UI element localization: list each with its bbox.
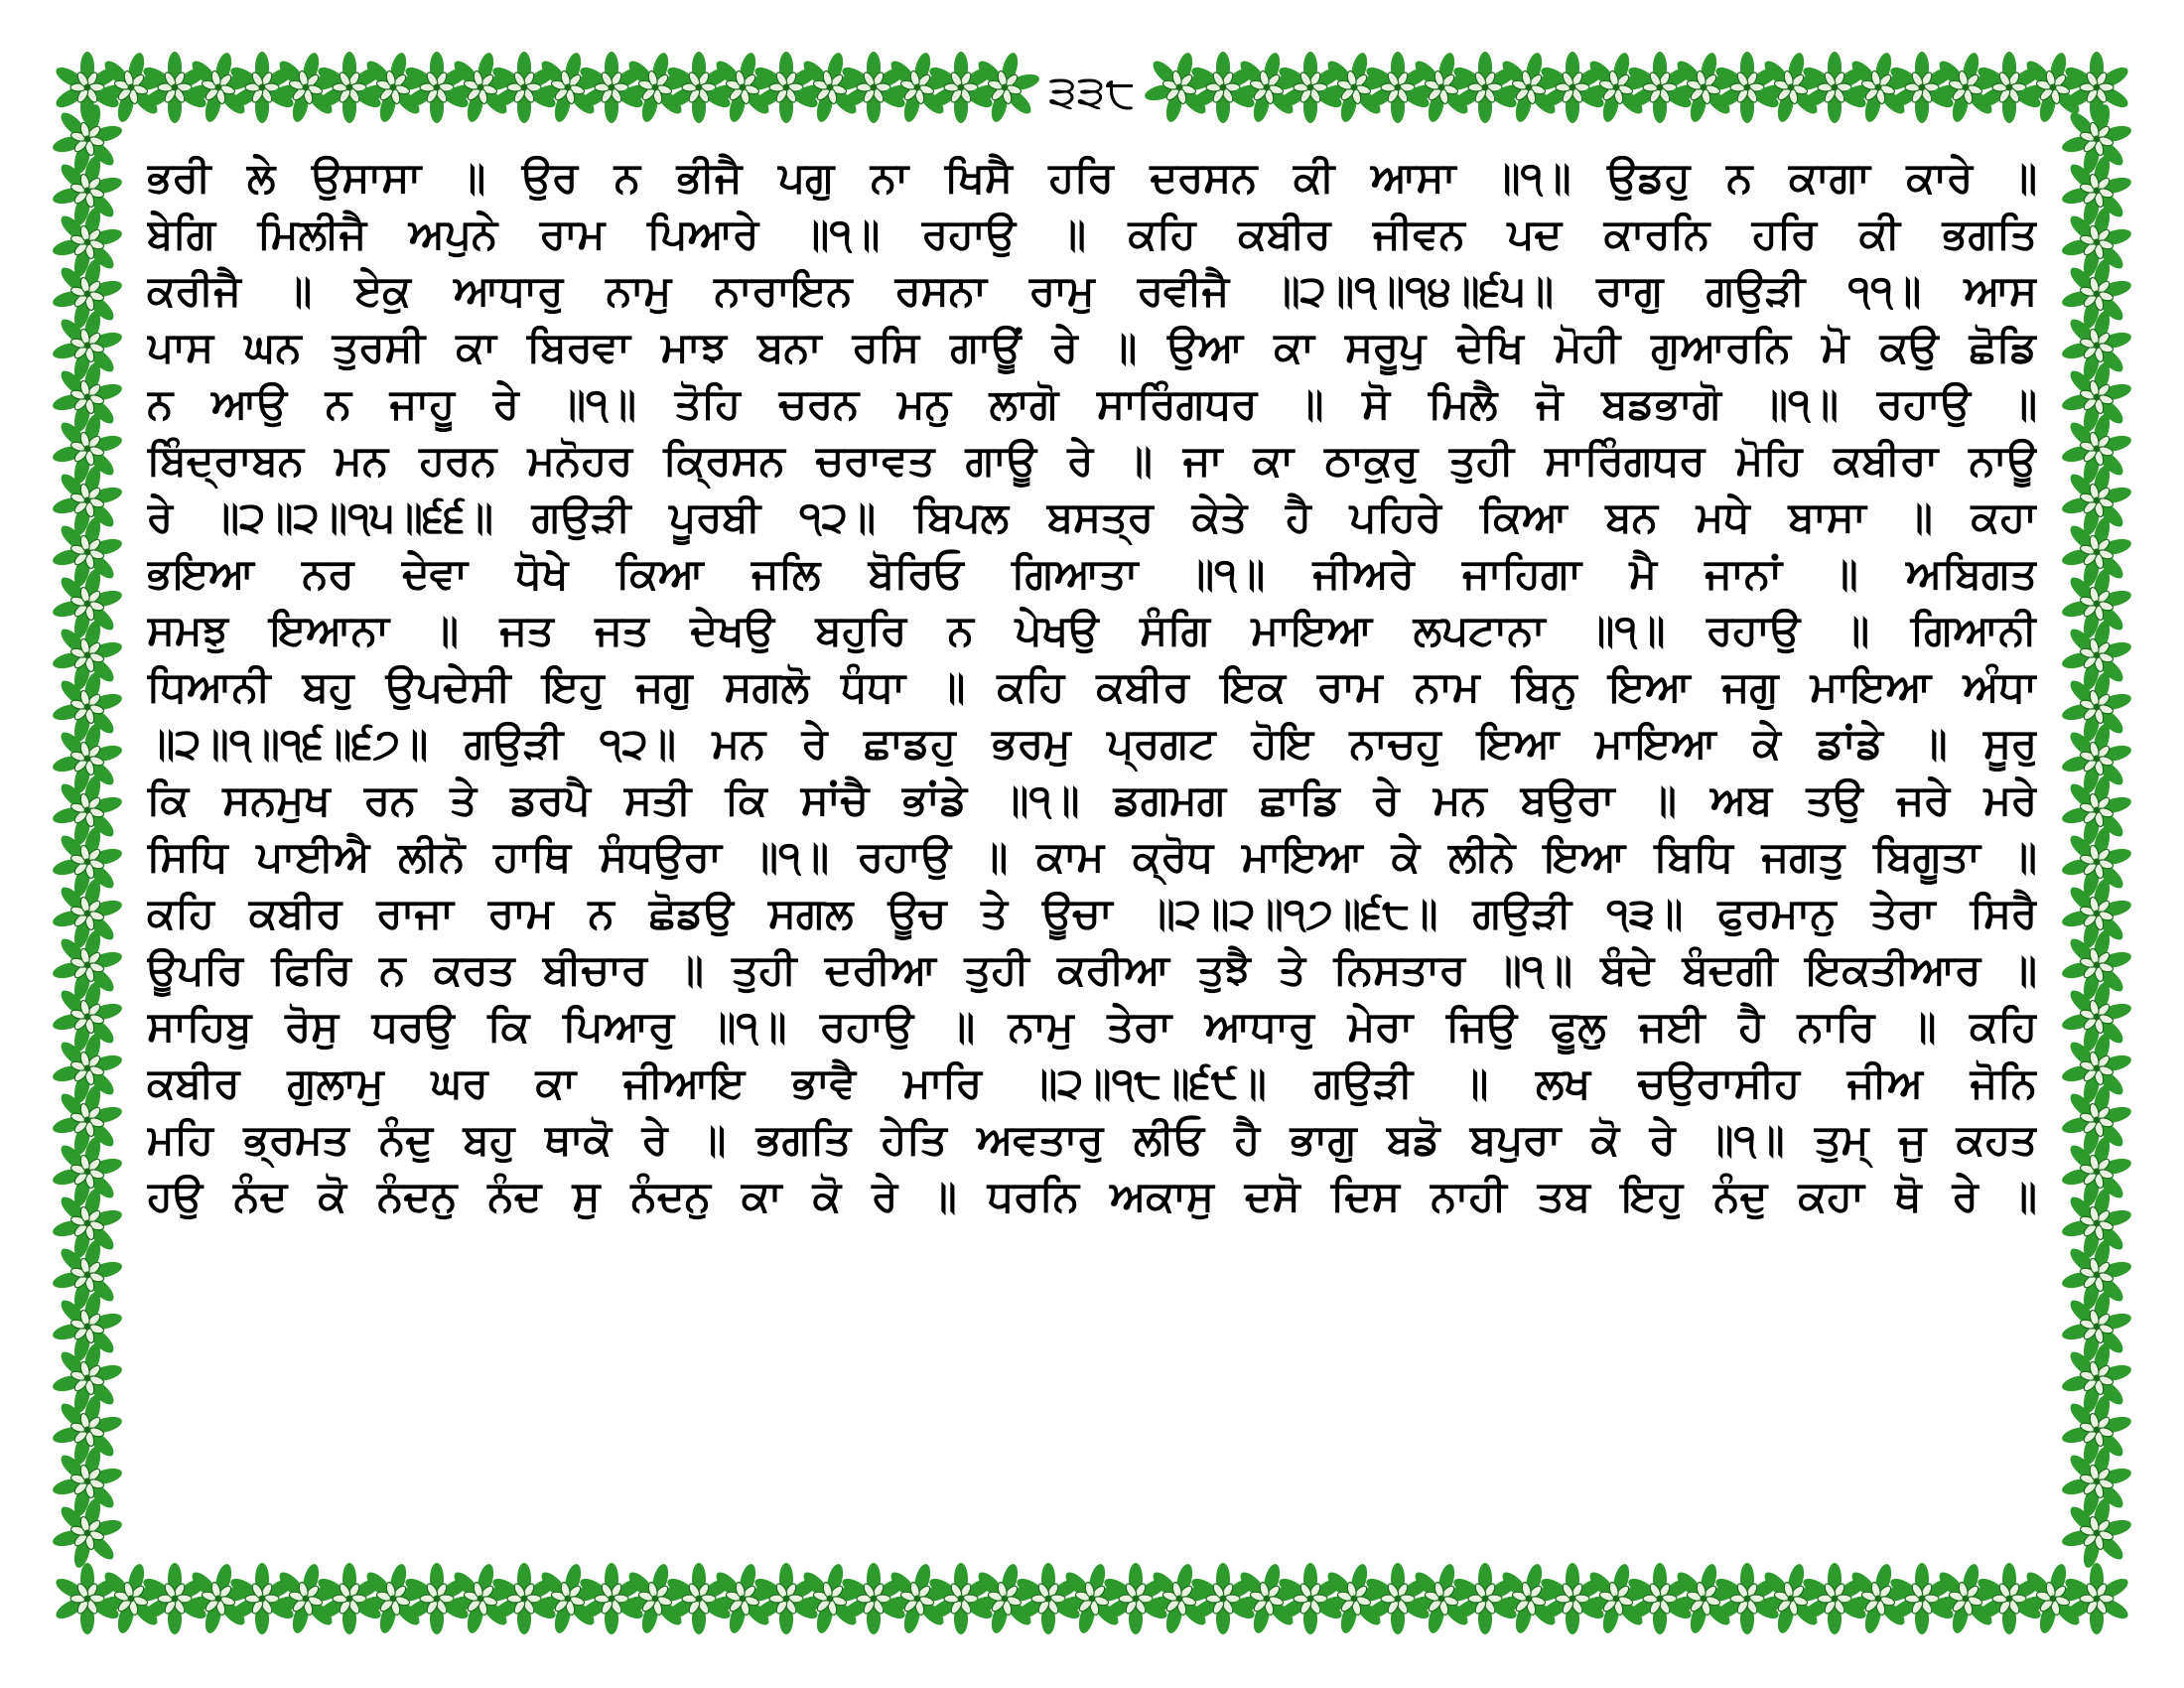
- text-line: ਸਿਧਿ ਪਾਈਐ ਲੀਨੋ ਹਾਥਿ ਸੰਧਉਰਾ ॥੧॥ ਰਹਾਉ ॥ ਕਾਮ ਕ੍ਰੋਧ ਮਾਇਆ ਕੇ ਲੀਨੇ ਇਆ ਬਿਧਿ ਜਗਤੁ ਬਿਗੂਤਾ ॥: [147, 832, 2037, 881]
- text-line: ਰੇ ॥੨॥੨॥੧੫॥੬੬॥ ਗਉੜੀ ਪੂਰਬੀ ੧੨॥ ਬਿਪਲ ਬਸਤ੍ਰ ਕੇਤੇ ਹੈ ਪਹਿਰੇ ਕਿਆ ਬਨ ਮਧੇ ਬਾਸਾ ॥ ਕਹਾ: [147, 492, 2037, 541]
- text-line: ਭਇਆ ਨਰ ਦੇਵਾ ਧੋਖੇ ਕਿਆ ਜਲਿ ਬੋਰਿਓ ਗਿਆਤਾ ॥੧॥ ਜੀਅਰੇ ਜਾਹਿਗਾ ਮੈ ਜਾਨਾਂ ॥ ਅਬਿਗਤ: [147, 549, 2037, 598]
- scripture-text: [147, 149, 2037, 1529]
- text-line: ਊਪਰਿ ਫਿਰਿ ਨ ਕਰਤ ਬੀਚਾਰ ॥ ਤੁਹੀ ਦਰੀਆ ਤੁਹੀ ਕਰੀਆ ਤੁਝੈ ਤੇ ਨਿਸਤਾਰ ॥੧॥ ਬੰਦੇ ਬੰਦਗੀ ਇਕਤੀਆਰ ॥: [147, 945, 2037, 994]
- text-line: ॥੨॥੧॥੧੬॥੬੭॥ ਗਉੜੀ ੧੨॥ ਮਨ ਰੇ ਛਾਡਹੁ ਭਰਮੁ ਪ੍ਰਗਟ ਹੋਇ ਨਾਚਹੁ ਇਆ ਮਾਇਆ ਕੇ ਡਾਂਡੇ ॥ ਸੂਰੁ: [147, 719, 2037, 768]
- text-line: ਕਬੀਰ ਗੁਲਾਮੁ ਘਰ ਕਾ ਜੀਆਇ ਭਾਵੈ ਮਾਰਿ ॥੨॥੧੮॥੬੯॥ ਗਉੜੀ ॥ ਲਖ ਚਉਰਾਸੀਹ ਜੀਅ ਜੋਨਿ: [147, 1058, 2037, 1107]
- page-number: ੩੩੮: [1042, 52, 1142, 131]
- text-line: ਭਰੀ ਲੇ ਉਸਾਸਾ ॥ ਉਰ ਨ ਭੀਜੈ ਪਗੁ ਨਾ ਖਿਸੈ ਹਰਿ ਦਰਸਨ ਕੀ ਆਸਾ ॥੧॥ ਉਡਹੁ ਨ ਕਾਗਾ ਕਾਰੇ ॥: [147, 153, 2037, 202]
- text-line: ਮਹਿ ਭ੍ਰਮਤ ਨੰਦੁ ਬਹੁ ਥਾਕੋ ਰੇ ॥ ਭਗਤਿ ਹੇਤਿ ਅਵਤਾਰੁ ਲੀਓ ਹੈ ਭਾਗੁ ਬਡੋ ਬਪੁਰਾ ਕੋ ਰੇ ॥੧॥ ਤੁਮ੍ ਜੁ ਕਹਤ: [147, 1115, 2037, 1164]
- text-line: ਬੇਗਿ ਮਿਲੀਜੈ ਅਪੁਨੇ ਰਾਮ ਪਿਆਰੇ ॥੧॥ ਰਹਾਉ ॥ ਕਹਿ ਕਬੀਰ ਜੀਵਨ ਪਦ ਕਾਰਨਿ ਹਰਿ ਕੀ ਭਗਤਿ: [147, 210, 2037, 258]
- text-line: ਨ ਆਉ ਨ ਜਾਹੂ ਰੇ ॥੧॥ ਤੋਹਿ ਚਰਨ ਮਨੁ ਲਾਗੋ ਸਾਰਿੰਗਧਰ ॥ ਸੋ ਮਿਲੈ ਜੋ ਬਡਭਾਗੋ ॥੧॥ ਰਹਾਉ ॥: [147, 379, 2037, 428]
- text-line: ਹਉ ਨੰਦ ਕੋ ਨੰਦਨੁ ਨੰਦ ਸੁ ਨੰਦਨੁ ਕਾ ਕੋ ਰੇ ॥ ਧਰਨਿ ਅਕਾਸੁ ਦਸੋ ਦਿਸ ਨਾਹੀ ਤਬ ਇਹੁ ਨੰਦੁ ਕਹਾ ਥੋ ਰੇ ॥: [147, 1172, 2037, 1220]
- border-bottom: [53, 1555, 2130, 1641]
- text-line: ਧਿਆਨੀ ਬਹੁ ਉਪਦੇਸੀ ਇਹੁ ਜਗੁ ਸਗਲੋ ਧੰਧਾ ॥ ਕਹਿ ਕਬੀਰ ਇਕ ਰਾਮ ਨਾਮ ਬਿਨੁ ਇਆ ਜਗੁ ਮਾਇਆ ਅੰਧਾ: [147, 662, 2037, 711]
- text-line: ਕਿ ਸਨਮੁਖ ਰਨ ਤੇ ਡਰਪੈ ਸਤੀ ਕਿ ਸਾਂਚੈ ਭਾਂਡੇ ॥੧॥ ਡਗਮਗ ਛਾਡਿ ਰੇ ਮਨ ਬਉਰਾ ॥ ਅਬ ਤਉ ਜਰੇ ਮਰੇ: [147, 775, 2037, 824]
- text-line: ਸਮਝੁ ਇਆਨਾ ॥ ਜਤ ਜਤ ਦੇਖਉ ਬਹੁਰਿ ਨ ਪੇਖਉ ਸੰਗਿ ਮਾਇਆ ਲਪਟਾਨਾ ॥੧॥ ਰਹਾਉ ॥ ਗਿਆਨੀ: [147, 606, 2037, 654]
- text-line: ਸਾਹਿਬੁ ਰੋਸੁ ਧਰਉ ਕਿ ਪਿਆਰੁ ॥੧॥ ਰਹਾਉ ॥ ਨਾਮੁ ਤੇਰਾ ਆਧਾਰੁ ਮੇਰਾ ਜਿਉ ਫੂਲੁ ਜਈ ਹੈ ਨਾਰਿ ॥ ਕਹਿ: [147, 1002, 2037, 1051]
- text-line: ਬਿੰਦ੍ਰਾਬਨ ਮਨ ਹਰਨ ਮਨੋਹਰ ਕ੍ਰਿਸਨ ਚਰਾਵਤ ਗਾਊ ਰੇ ॥ ਜਾ ਕਾ ਠਾਕੁਰੁ ਤੁਹੀ ਸਾਰਿੰਗਧਰ ਮੋਹਿ ਕਬੀਰਾ ਨਾਊ: [147, 436, 2037, 485]
- text-line: ਪਾਸ ਘਨ ਤੁਰਸੀ ਕਾ ਬਿਰਵਾ ਮਾਝ ਬਨਾ ਰਸਿ ਗਾਊਂ ਰੇ ॥ ਉਆ ਕਾ ਸਰੂਪੁ ਦੇਖਿ ਮੋਹੀ ਗੁਆਰਨਿ ਮੋ ਕਉ ਛੋਡਿ: [147, 323, 2037, 371]
- border-right: [2054, 95, 2139, 1576]
- border-left: [45, 95, 130, 1576]
- text-line: ਕਰੀਜੈ ॥ ਏਕੁ ਆਧਾਰੁ ਨਾਮੁ ਨਾਰਾਇਨ ਰਸਨਾ ਰਾਮੁ ਰਵੀਜੈ ॥੨॥੧॥੧੪॥੬੫॥ ਰਾਗੁ ਗਉੜੀ ੧੧॥ ਆਸ: [147, 266, 2037, 315]
- text-line: ਕਹਿ ਕਬੀਰ ਰਾਜਾ ਰਾਮ ਨ ਛੋਡਉ ਸਗਲ ਊਚ ਤੇ ਊਚਾ ॥੨॥੨॥੧੭॥੬੮॥ ਗਉੜੀ ੧੩॥ ਫੁਰਮਾਨੁ ਤੇਰਾ ਸਿਰੈ: [147, 889, 2037, 937]
